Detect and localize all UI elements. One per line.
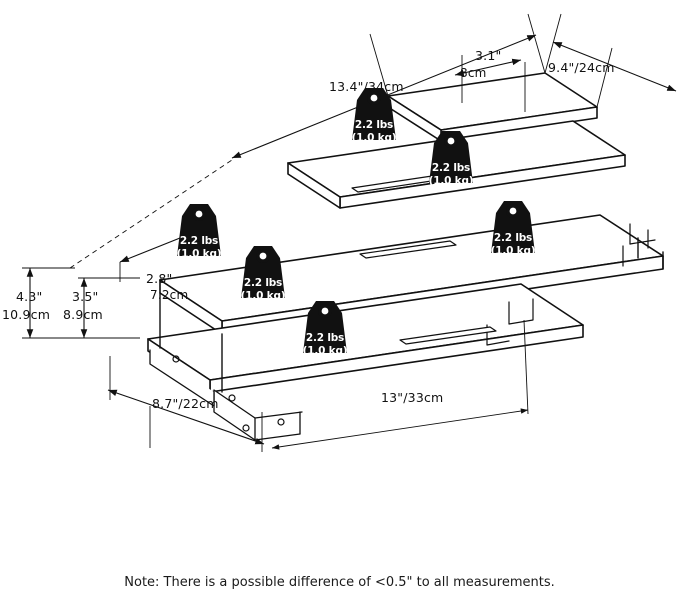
weight-badge-1-text <box>342 119 406 144</box>
weight-badge-6-line2: (1.0 kg) <box>302 344 348 357</box>
dim-label-top-width: 13.4"/34cm <box>329 79 404 94</box>
dim-label-second-height-cm: 8.9cm <box>63 307 103 322</box>
weight-badge-2-text <box>419 162 483 187</box>
weight-badge-3-line1: 2.2 lbs <box>179 235 219 247</box>
measurement-note: Note: There is a possible difference of <0.5" to all measurements. <box>124 575 555 590</box>
dim-line-base-width <box>272 410 528 448</box>
weight-badge-2-line1: 2.2 lbs <box>431 162 471 174</box>
weight-badge-4 <box>481 212 545 270</box>
weight-badge-1 <box>342 99 406 157</box>
weight-badge-6 <box>293 312 357 370</box>
weight-badge-5-text <box>231 277 295 302</box>
dim-label-total-height-cm: 10.9cm <box>2 307 51 322</box>
dim-label-base-width: 13"/33cm <box>381 390 444 405</box>
weight-badge-5-line1: 2.2 lbs <box>243 277 283 289</box>
weight-badge-2-line2: (1.0 kg) <box>428 174 474 187</box>
dim-label-top-depth: 9.4"/24cm <box>548 60 615 75</box>
dim-label-inner-depth: 3.1" <box>475 48 502 63</box>
dim-label-second-height: 3.5" <box>72 289 99 304</box>
weight-badge-4-text <box>481 232 545 257</box>
weight-badge-1-line2: (1.0 kg) <box>351 131 397 144</box>
weight-badge-6-line1: 2.2 lbs <box>305 332 345 344</box>
dim-label-step-depth-cm: 7.2cm <box>150 288 189 302</box>
weight-badge-5-line2: (1.0 kg) <box>240 289 286 302</box>
weight-badge-2 <box>419 142 483 200</box>
dim-label-step-depth: 2.8" <box>146 271 173 286</box>
weight-badge-3-text <box>167 235 231 260</box>
dim-label-inner-depth-cm: 8cm <box>460 66 487 80</box>
weight-badge-3 <box>167 215 231 273</box>
weight-badge-6-text <box>293 332 357 357</box>
weight-badge-1-line1: 2.2 lbs <box>354 119 394 131</box>
weight-badge-4-line2: (1.0 kg) <box>490 244 536 257</box>
dim-label-total-height: 4.3" <box>16 289 43 304</box>
weight-badge-5 <box>231 257 295 315</box>
dim-label-base-depth: 8.7"/22cm <box>152 396 219 411</box>
weight-badge-3-line2: (1.0 kg) <box>176 247 222 260</box>
weight-badge-4-line1: 2.2 lbs <box>493 232 533 244</box>
